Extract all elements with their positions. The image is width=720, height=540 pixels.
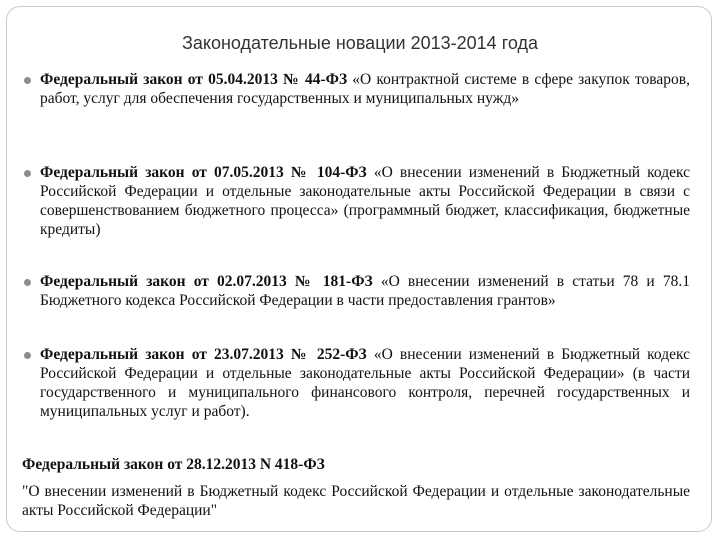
list-item (40, 345, 690, 421)
bullet-icon (24, 77, 31, 84)
law-reference: Федеральный закон от 05.04.2013 № 44-ФЗ (40, 71, 348, 88)
law-reference: Федеральный закон от 07.05.2013 № 104-ФЗ (40, 164, 367, 181)
bullet-icon (24, 279, 31, 286)
law-reference: Федеральный закон от 28.12.2013 N 418-ФЗ (22, 456, 325, 473)
bullet-icon (24, 352, 31, 359)
law-description: «О внесении изменений в Бюджетный кодекс Российской Федерации и отдельные законодательные акты Российской Федерации в связи с совершенствованием бюджетного процесса» (программный бюджет, классификация, бюджетные кредиты) (40, 164, 690, 238)
law-reference: Федеральный закон от 23.07.2013 № 252-ФЗ (40, 346, 367, 363)
law-description: "О внесении изменений в Бюджетный кодекс Российской Федерации и отдельные законодательные акты Российской Федерации" (22, 483, 690, 519)
law-description: «О контрактной системе в сфере закупок товаров, работ, услуг для обеспечения государственных и муниципальных нужд» (40, 71, 690, 107)
law-reference: Федеральный закон от 02.07.2013 № 181-ФЗ (40, 273, 373, 290)
list-item (40, 163, 690, 239)
bullet-icon (24, 170, 31, 177)
law-description: «О внесении изменений в Бюджетный кодекс Российской Федерации и отдельные законодательные акты Российской Федерации» (в части государственного и муниципального финансового контроля, перечней государственных и муниципальных услуг и работ). (40, 346, 690, 420)
list-item (40, 70, 690, 108)
slide-title: Законодательные новации 2013-2014 года (182, 33, 538, 53)
list-item (40, 272, 690, 310)
law-description: «О внесении изменений в статьи 78 и 78.1 Бюджетного кодекса Российской Федерации в части предоставления грантов» (40, 273, 690, 309)
